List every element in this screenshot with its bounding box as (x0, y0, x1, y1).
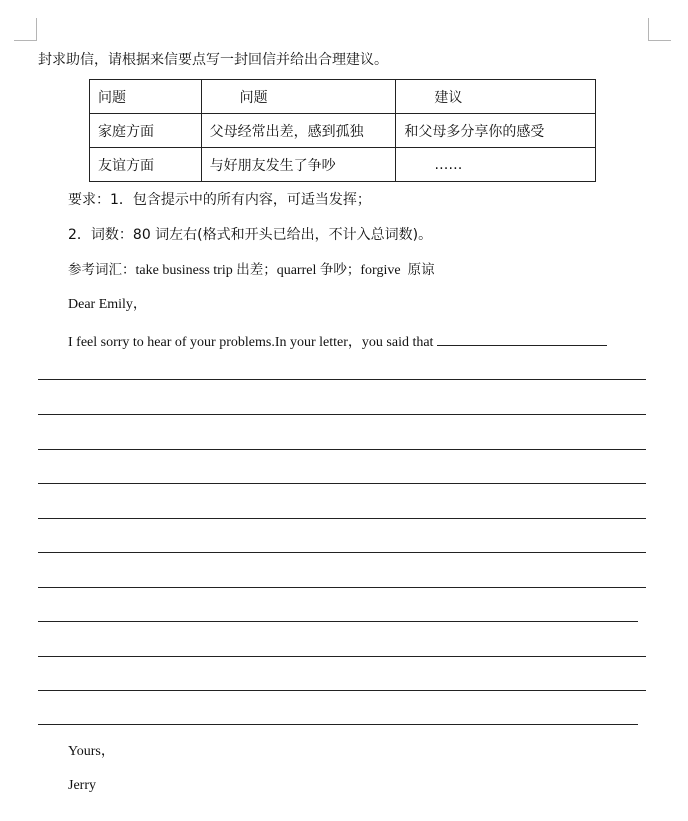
answer-line[interactable] (38, 656, 646, 657)
vocab-term: forgive (360, 263, 401, 278)
answer-line[interactable] (38, 449, 646, 450)
vocab-translation: 原谅 (407, 262, 435, 278)
letter-opening (68, 331, 607, 352)
letter-greeting: Dear Emily， (68, 297, 147, 312)
table-row (90, 114, 596, 148)
answer-line[interactable] (38, 690, 646, 691)
answer-line[interactable] (38, 379, 646, 380)
table-header-cell: 问题 (90, 80, 202, 114)
vocab-translation: 出差； (236, 262, 277, 278)
vocabulary-line (68, 261, 435, 280)
vocab-translation: 争吵； (319, 262, 361, 278)
vocab-label: 参考词汇： (68, 262, 136, 278)
letter-opening-text: I feel sorry to hear of your problems.In your letter，you said that (68, 335, 434, 350)
table-cell: 与好朋友发生了争吵 (201, 148, 396, 182)
intro-text: 封求助信，请根据来信要点写一封回信并给出合理建议。 (38, 52, 388, 68)
answer-line[interactable] (38, 621, 638, 622)
letter-closing: Yours， (68, 744, 115, 759)
table-header-cell: 建议 (396, 80, 596, 114)
vocab-term: quarrel (276, 263, 317, 278)
table-cell: 和父母多分享你的感受 (396, 114, 596, 148)
letter-signature: Jerry (68, 778, 96, 793)
table-row (90, 148, 596, 182)
table-cell: 家庭方面 (90, 114, 202, 148)
table-header-row (90, 80, 596, 114)
requirement-1: 要求：1．包含提示中的所有内容，可适当发挥； (68, 192, 371, 208)
crop-mark-top-left (14, 18, 37, 41)
answer-line[interactable] (38, 518, 646, 519)
table-cell: 父母经常出差，感到孤独 (201, 114, 396, 148)
answer-line[interactable] (38, 483, 646, 484)
table-cell: …… (396, 148, 596, 182)
problem-table (89, 79, 596, 182)
table-cell: 友谊方面 (90, 148, 202, 182)
crop-mark-top-right (648, 18, 671, 41)
answer-line[interactable] (38, 724, 638, 725)
answer-blank[interactable] (437, 331, 607, 346)
answer-line[interactable] (38, 414, 646, 415)
answer-line[interactable] (38, 587, 646, 588)
vocab-term: take business trip (135, 263, 233, 278)
requirement-2: 2．词数：80 词左右(格式和开头已给出，不计入总词数)。 (68, 227, 433, 243)
answer-line[interactable] (38, 552, 646, 553)
table-header-cell: 问题 (201, 80, 396, 114)
